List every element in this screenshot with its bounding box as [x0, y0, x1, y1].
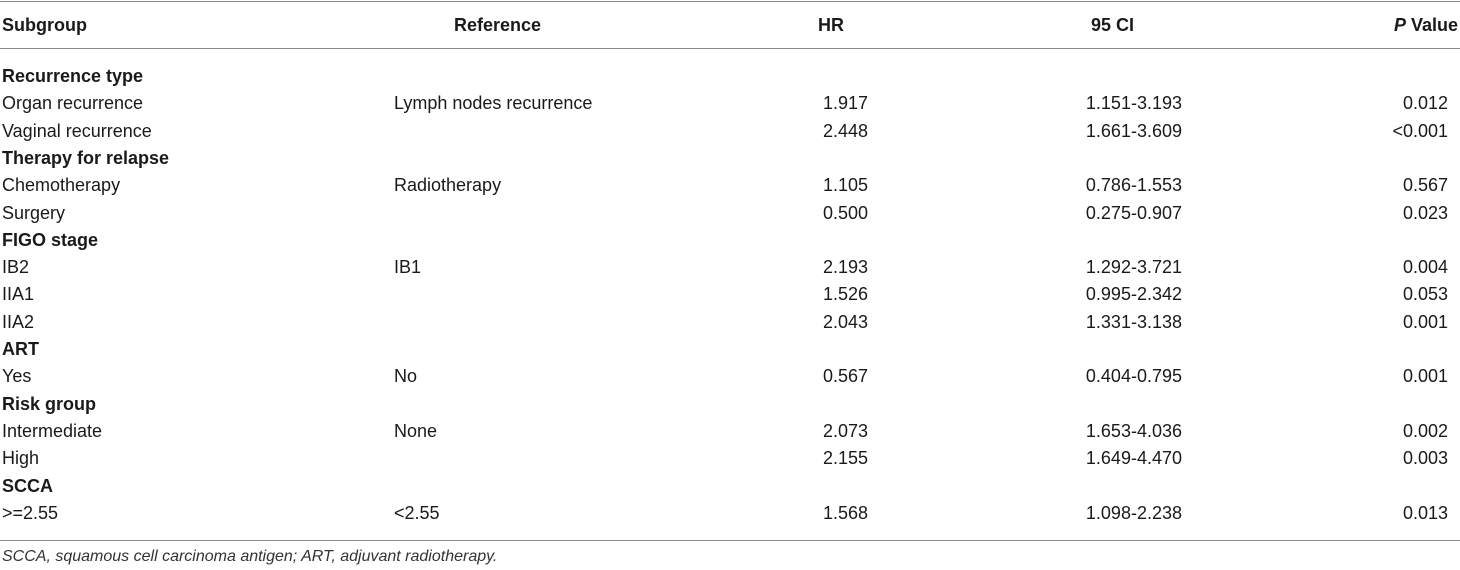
ci-cell: 1.661-3.609	[1085, 120, 1182, 141]
reference-cell: Radiotherapy	[394, 175, 502, 196]
hr-cell: 2.155	[822, 448, 868, 469]
subgroup-cell: Organ recurrence	[2, 93, 144, 114]
p-value-cell: 0.001	[1402, 366, 1448, 387]
subgroup-cell: IB2	[2, 257, 30, 278]
p-value-cell: 0.004	[1402, 257, 1448, 278]
table-row	[0, 363, 1460, 390]
subgroup-cell: High	[2, 448, 40, 469]
p-value-cell: <0.001	[1392, 120, 1448, 141]
table-row	[0, 200, 1460, 227]
section-label: Recurrence type	[2, 66, 144, 86]
table-row	[0, 445, 1460, 472]
table-row	[0, 418, 1460, 445]
hr-cell: 0.567	[822, 366, 868, 387]
subgroup-cell: IIA2	[2, 311, 35, 332]
section-header-row	[0, 145, 1460, 172]
p-value-cell: 0.002	[1402, 420, 1448, 441]
ci-cell: 0.275-0.907	[1085, 202, 1182, 223]
subgroup-cell: Surgery	[2, 202, 66, 223]
subgroup-cell: Vaginal recurrence	[2, 120, 152, 141]
hr-cell: 1.105	[822, 175, 868, 196]
ci-cell: 1.649-4.470	[1085, 448, 1182, 469]
header-reference: Reference	[454, 15, 542, 35]
section-label: Therapy for relapse	[2, 147, 170, 168]
table-row	[0, 118, 1460, 145]
header-hr: HR	[818, 15, 844, 35]
table-footnote: SCCA, squamous cell carcinoma antigen; ART, adjuvant radiotherapy.	[2, 548, 498, 565]
section-header-row	[0, 227, 1460, 254]
ci-cell: 1.292-3.721	[1085, 257, 1182, 278]
table-row	[0, 90, 1460, 117]
header-p-value	[1394, 12, 1458, 39]
section-header-row	[0, 391, 1460, 418]
p-value-cell: 0.023	[1402, 202, 1448, 223]
hr-cell: 0.500	[822, 202, 868, 223]
ci-cell: 1.098-2.238	[1085, 502, 1182, 523]
header-rule	[0, 48, 1460, 49]
section-label: SCCA	[2, 475, 54, 496]
p-value-cell: 0.013	[1402, 502, 1448, 523]
hr-cell: 2.193	[822, 257, 868, 278]
ci-cell: 0.404-0.795	[1085, 366, 1182, 387]
hr-cell: 2.043	[822, 311, 868, 332]
reference-cell: Lymph nodes recurrence	[394, 93, 593, 114]
section-label: FIGO stage	[2, 229, 99, 250]
section-header-row	[0, 473, 1460, 500]
subgroup-cell: IIA1	[2, 284, 35, 305]
ci-cell: 1.331-3.138	[1085, 311, 1182, 332]
hr-cell: 1.568	[822, 502, 868, 523]
header-row	[0, 12, 1460, 39]
p-value-cell: 0.567	[1402, 175, 1448, 196]
subgroup-cell: Chemotherapy	[2, 175, 121, 196]
subgroup-cell: >=2.55	[2, 502, 59, 523]
ci-cell: 1.653-4.036	[1085, 420, 1182, 441]
header-p-word: Value	[1405, 15, 1458, 35]
reference-cell: No	[394, 366, 418, 387]
p-value-cell: 0.012	[1402, 93, 1448, 114]
table-row	[0, 281, 1460, 308]
header-ci: 95 CI	[1091, 15, 1135, 35]
hr-cell: 2.073	[822, 420, 868, 441]
subgroup-cell: Yes	[2, 366, 32, 387]
table-row	[0, 254, 1460, 281]
table-row	[0, 309, 1460, 336]
p-value-cell: 0.053	[1402, 284, 1448, 305]
reference-cell: <2.55	[394, 502, 440, 523]
p-value-cell: 0.003	[1402, 448, 1448, 469]
reference-cell: IB1	[394, 257, 422, 278]
section-header-row	[0, 63, 1460, 90]
ci-cell: 1.151-3.193	[1085, 93, 1182, 114]
ci-cell: 0.995-2.342	[1085, 284, 1182, 305]
hr-cell: 2.448	[822, 120, 868, 141]
hr-cell: 1.917	[822, 93, 868, 114]
p-value-cell: 0.001	[1402, 311, 1448, 332]
header-subgroup: Subgroup	[2, 15, 87, 35]
hr-cell: 1.526	[822, 284, 868, 305]
ci-cell: 0.786-1.553	[1085, 175, 1182, 196]
section-label: ART	[2, 339, 39, 359]
section-label: Risk group	[2, 393, 97, 414]
reference-cell: None	[394, 420, 438, 441]
subgroup-cell: Intermediate	[2, 420, 103, 441]
header-p-letter: P	[1393, 15, 1406, 35]
table-row	[0, 172, 1460, 199]
bottom-rule	[0, 540, 1460, 541]
top-rule	[0, 1, 1460, 2]
section-header-row	[0, 336, 1460, 363]
table-row	[0, 500, 1460, 527]
